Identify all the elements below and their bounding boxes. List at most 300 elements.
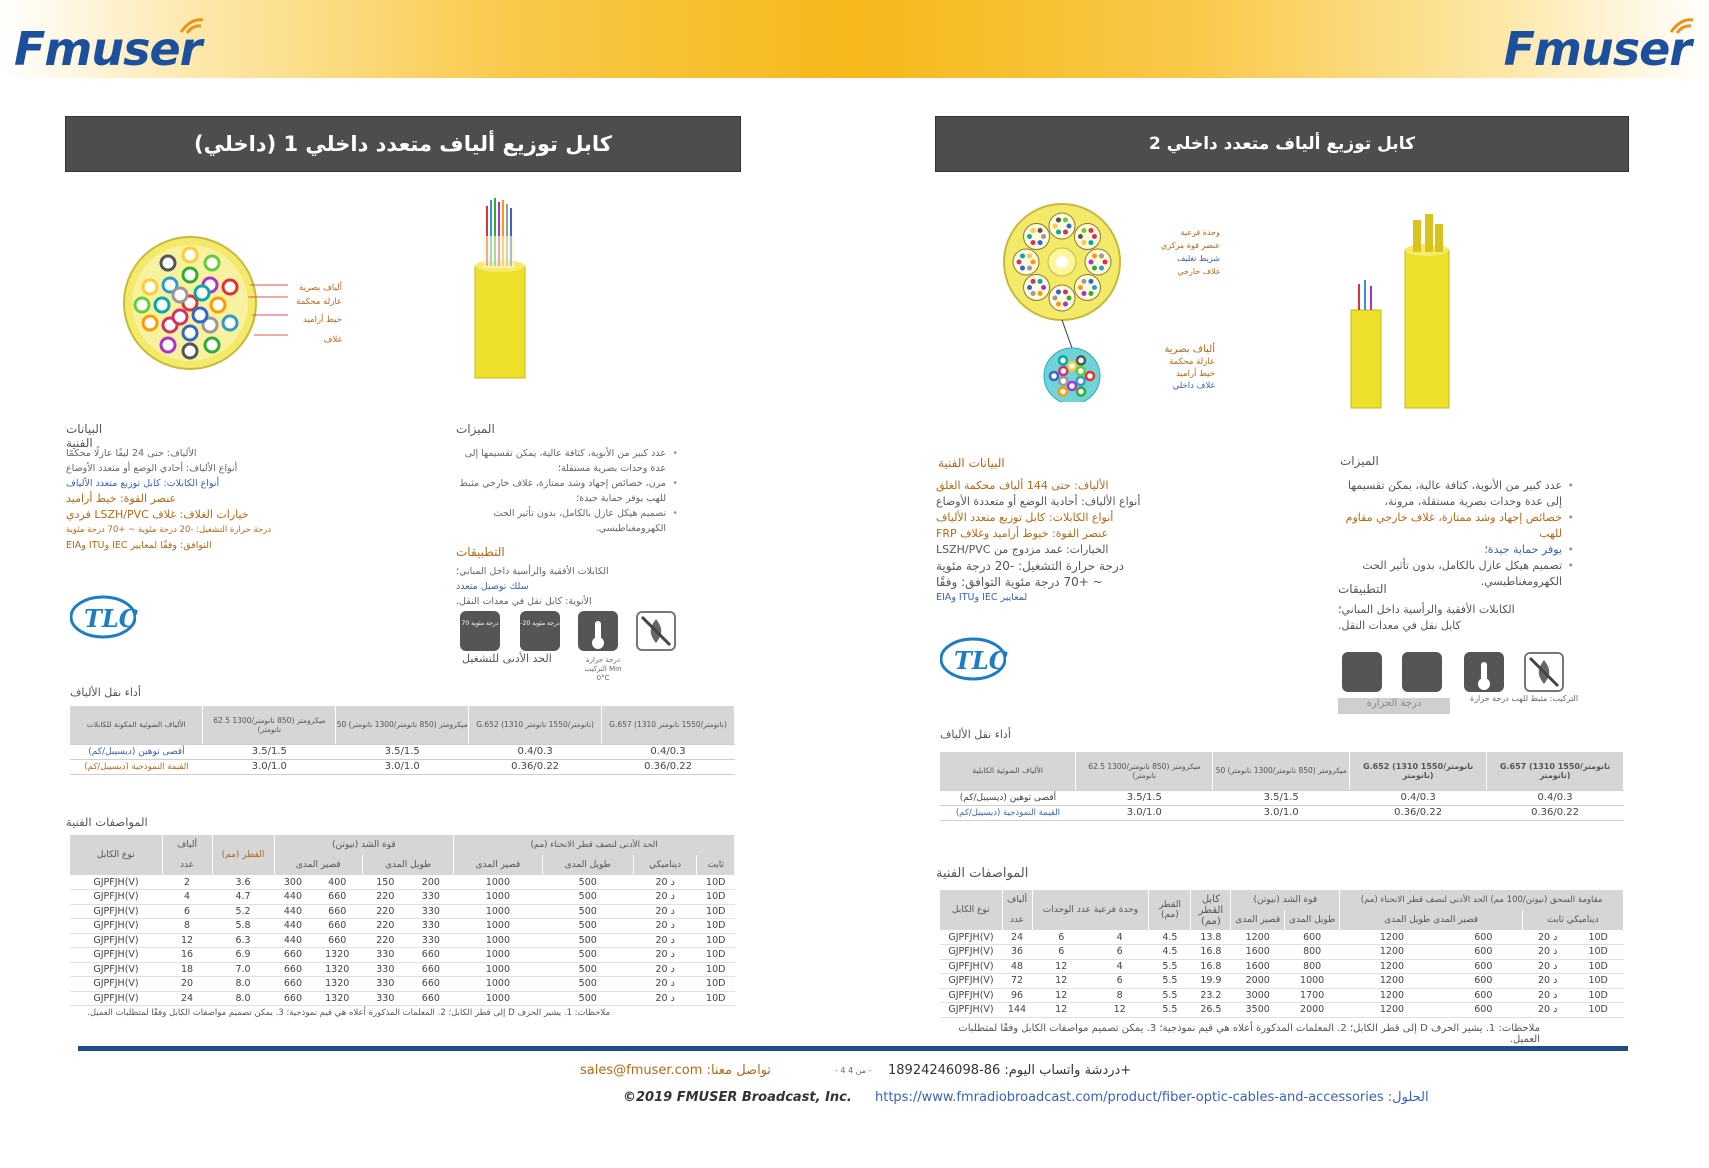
fiber-dot (1068, 362, 1076, 370)
table-cell: 8.0 (212, 991, 274, 1006)
table-cell: GJPFJH(V) (940, 1003, 1002, 1018)
table-cell: 1000 (454, 977, 543, 992)
diagram-label: ألياف بصرية (299, 283, 342, 293)
fiber-dot (1088, 228, 1093, 233)
table-cell: 4 (1090, 959, 1148, 974)
table-cell: 12 (1032, 974, 1090, 989)
fiber-dot (1077, 388, 1085, 396)
table-cell: 500 (542, 991, 633, 1006)
table-cell: 13.8 (1191, 930, 1231, 945)
fiber-dot (211, 298, 225, 312)
tech-data-line: خيارات الغلاف: غلاف LSZH/PVC فردي (66, 508, 249, 521)
max-temp-icon (1342, 652, 1382, 692)
fiber-dot (1067, 224, 1072, 229)
table-cell: 1000 (454, 904, 543, 919)
fiber-dot (143, 316, 157, 330)
table-cell: 200 (408, 875, 454, 890)
left-spec-note: ملاحظات: 1. يشير الحرف D إلى قطر الكابل؛ 2. المعلمات المذكورة أعلاه هي قيم نموذجية؛ 3. يمكن تصميم مواصفات الكابل وفقًا لمتطلبات العميل. (87, 1008, 610, 1018)
footer-url-link[interactable]: https://www.fmradiobroadcast.com/product/fiber-optic-cables-and-accessories :الحلول (875, 1090, 1429, 1105)
right-applications-heading: التطبيقات (1338, 582, 1387, 596)
fiber-dot (1053, 224, 1058, 229)
table-cell: 8.0 (212, 977, 274, 992)
table-cell: 660 (274, 977, 312, 992)
tech-data-line: أنواع الكابلات: كابل توزيع متعدد الألياف (66, 478, 220, 489)
tech-data-line: عنصر القوة: خيط أراميد (66, 492, 177, 505)
footer-email-link[interactable]: sales@fmuser.com :تواصل معنا (580, 1063, 772, 1078)
left-icons-caption: الحد الأدنى للتشغيل (462, 652, 552, 665)
fiber-dot (1092, 285, 1097, 290)
perf-header: G.652 (1310 نانومتر/1550 نانومتر) (469, 706, 602, 744)
right-perf-heading: أداء نقل الألياف (940, 728, 1011, 741)
perf-header: الألياف الضوئية المكونة للكابلات (70, 706, 203, 744)
table-cell: 12 (1090, 1003, 1148, 1018)
min-temp-icon: -20 درجة مئوية (520, 611, 560, 651)
table-cell: 3.6 (212, 875, 274, 890)
table-row (940, 988, 1624, 1003)
fiber-dot (223, 316, 237, 330)
table-cell: 24 (1002, 930, 1032, 945)
table-cell: 10D (697, 933, 735, 948)
right-spec-note: ملاحظات: 1. يشير الحرف D إلى قطر الكابل؛ 2. المعلمات المذكورة أعلاه هي قيم نموذجية؛ 3. يمكن تصميم مواصفات الكابل وفقًا لمتطلبات العميل. (958, 1023, 1540, 1045)
table-cell: 660 (312, 919, 363, 934)
table-cell: 440 (274, 904, 312, 919)
table-cell: 500 (542, 962, 633, 977)
table-cell: 5.5 (1149, 1003, 1191, 1018)
tech-data-line: أنواع الألياف: أحادي الوضع أو متعدد الأوضاع (66, 463, 238, 474)
table-cell: 330 (363, 962, 409, 977)
feature-item: • مرن، خصائص إجهاد وشد ممتازة، غلاف خارجي مثبط للهب يوفر حماية جيدة؛ (458, 476, 678, 506)
table-cell: 1000 (454, 890, 543, 905)
fiber-dot (161, 338, 175, 352)
fiber-dot (1038, 228, 1043, 233)
fiber-dot (1050, 372, 1058, 380)
table-row (940, 959, 1624, 974)
fiber-dot (1031, 279, 1036, 284)
table-cell: 10D (1573, 988, 1624, 1003)
table-cell: 300 (274, 875, 312, 890)
table-cell: 6.9 (212, 948, 274, 963)
table-cell: 5.5 (1149, 988, 1191, 1003)
table-cell: 20 د (1522, 1003, 1572, 1018)
left-applications-heading: التطبيقات (456, 545, 505, 559)
table-row (70, 890, 735, 905)
table-cell: 1320 (312, 948, 363, 963)
table-cell: 800 (1285, 959, 1340, 974)
left-applications-list (456, 564, 676, 609)
fiber-dot (1063, 217, 1068, 222)
table-row (70, 919, 735, 934)
left-features-list (458, 446, 678, 536)
table-cell: 20 (162, 977, 212, 992)
fiber-dot (1031, 240, 1036, 245)
table-cell: GJPFJH(V) (940, 988, 1002, 1003)
table-cell: GJPFJH(V) (70, 919, 162, 934)
fiber-dot (1067, 296, 1072, 301)
table-cell: 10D (697, 962, 735, 977)
fiber-dot (1088, 240, 1093, 245)
table-cell: 1000 (454, 991, 543, 1006)
fiber-dot (1056, 302, 1061, 307)
right-features-heading: الميزات (1340, 454, 1379, 468)
table-cell: 6 (1032, 930, 1090, 945)
fiber-dot (1088, 291, 1093, 296)
fiber-dot (1017, 260, 1022, 265)
header-band (0, 0, 1709, 78)
fiber-dot (173, 288, 187, 302)
table-cell: 4.7 (212, 890, 274, 905)
table-cell: 330 (363, 977, 409, 992)
right-diagram-labels-bottom: ألياف بصرية عازلة محكمة خيط أراميد غلاف داخلي (1164, 344, 1215, 391)
table-cell: 72 (1002, 974, 1032, 989)
diagram-label: غلاف (323, 335, 342, 345)
table-cell: 600 (1444, 930, 1522, 945)
table-cell: 26.5 (1191, 1003, 1231, 1018)
table-cell: 500 (542, 948, 633, 963)
table-cell: 19.9 (1191, 974, 1231, 989)
footer-whatsapp[interactable]: دردشة واتساب اليوم: 86-18924246098+ (888, 1063, 1132, 1078)
left-tech-data-heading: البيانات الفنية (66, 422, 103, 450)
table-row (70, 962, 735, 977)
table-cell: 600 (1444, 945, 1522, 960)
min-temp-icon (1402, 652, 1442, 692)
signal-arc-icon (177, 14, 207, 36)
table-cell: 24 (162, 991, 212, 1006)
table-cell: 144 (1002, 1003, 1032, 1018)
table-cell: 10D (1573, 1003, 1624, 1018)
fiber-dot (183, 248, 197, 262)
right-title-bar (935, 116, 1629, 172)
table-cell: 12 (1032, 959, 1090, 974)
footer-page-number: - 4 من 4 - (835, 1066, 872, 1075)
table-cell: 330 (363, 991, 409, 1006)
fiber-dot (1081, 291, 1086, 296)
logo-text: Fmuser (1503, 22, 1691, 76)
table-cell: 500 (542, 875, 633, 890)
table-cell: 440 (274, 890, 312, 905)
table-row (70, 948, 735, 963)
fiber-dot (1099, 253, 1104, 258)
fiber-dot (1059, 367, 1067, 375)
table-cell: GJPFJH(V) (70, 904, 162, 919)
fiber-dot (1059, 388, 1067, 396)
fiber-dot (1059, 377, 1067, 385)
signal-arc-icon (1667, 14, 1697, 36)
table-cell: 20 د (633, 962, 697, 977)
fiber-dot (183, 344, 197, 358)
fiber-dot (1031, 291, 1036, 296)
diagram-label: خيط أراميد (303, 315, 342, 325)
table-cell: 16.8 (1191, 959, 1231, 974)
table-cell: 20 د (633, 933, 697, 948)
table-cell: 10D (1573, 959, 1624, 974)
table-cell: GJPFJH(V) (70, 875, 162, 890)
right-cross-section-diagram (1000, 202, 1130, 402)
fiber-dot (1099, 266, 1104, 271)
tlc-logo-left: TLC (70, 595, 136, 639)
table-row (70, 977, 735, 992)
table-cell: 10D (697, 919, 735, 934)
table-cell: 1320 (312, 977, 363, 992)
left-tech-data-list (66, 446, 276, 553)
table-cell: 6 (162, 904, 212, 919)
fiber-dot (1077, 356, 1085, 364)
fiber-dot (1031, 228, 1036, 233)
table-cell: 330 (408, 890, 454, 905)
table-cell: 3500 (1231, 1003, 1285, 1018)
fiber-dot (1081, 228, 1086, 233)
left-title-bar (65, 116, 741, 172)
table-cell: 1700 (1285, 988, 1340, 1003)
table-cell: GJPFJH(V) (940, 945, 1002, 960)
application-line: الأنوية: كابل نقل في معدات النقل. (456, 596, 592, 607)
fiber-dot (1038, 240, 1043, 245)
left-cable-illustration (465, 196, 535, 381)
right-icons-caption: درجة الحرارة (1338, 698, 1450, 714)
table-cell: 10D (697, 875, 735, 890)
left-spec-table: نوع الكابل ألياف القطر (مم) قوة الشد (نيوتن) الحد الأدنى لنصف قطر الانحناء (مم) عدد قصير المدى طويل المدى قصير المدى طويل المدى ديناميكي ثابت GJPFJH(V) 2 3.6 300 400 150 200 1000 500 20 د 10D GJPFJH(V) 4 4.7 440 660 220 330 1000 500 20 د 10D GJPFJH(V) 6 5.2 440 660 220 330 1000 500 20 د 10D GJPFJH(V) 8 5.8 440 660 220 330 1000 500 20 د 10D GJPFJH(V) 12 6.3 440 660 220 330 1000 500 20 د 10D GJPFJH(V) 16 6.9 660 1320 330 660 1000 500 20 د 10D GJPFJH(V) 18 7.0 660 1320 330 660 1000 500 20 د 10D GJPFJH(V) 20 8.0 660 1320 330 660 1000 500 20 د 10D GJPFJH(V) 24 8.0 660 1320 330 660 1000 500 20 د 10D (70, 835, 735, 1006)
fiber-dot (1081, 279, 1086, 284)
application-line: الكابلات الأفقية والرأسية داخل المباني؛ (456, 566, 609, 577)
table-cell: 20 د (633, 890, 697, 905)
thermometer-caption: درجة حرارة التركيب Min 0°C (584, 656, 622, 682)
table-cell: 220 (363, 904, 409, 919)
fiber-dot (1078, 285, 1083, 290)
table-cell: 10D (697, 948, 735, 963)
left-perf-table (70, 706, 735, 775)
table-cell: 600 (1444, 988, 1522, 1003)
table-row (70, 991, 735, 1006)
table-cell: 96 (1002, 988, 1032, 1003)
table-cell: 500 (542, 904, 633, 919)
tech-data-line: الألياف: حتى 24 ليفًا عازلًا محكمًا (66, 448, 197, 459)
table-cell: GJPFJH(V) (70, 948, 162, 963)
fiber-dot (1092, 234, 1097, 239)
table-cell: 10D (697, 977, 735, 992)
table-cell: 10D (1573, 945, 1624, 960)
fiber-dot (1092, 253, 1097, 258)
fiber-dot (1086, 372, 1094, 380)
table-cell: 1200 (1340, 930, 1444, 945)
table-cell: 1320 (312, 991, 363, 1006)
table-cell: 10D (1573, 930, 1624, 945)
table-cell: 5.5 (1149, 974, 1191, 989)
table-cell: 10D (697, 991, 735, 1006)
table-cell: 16.8 (1191, 945, 1231, 960)
table-cell: 1000 (454, 875, 543, 890)
footer-copyright: ©2019 FMUSER Broadcast, Inc. (623, 1090, 852, 1105)
table-cell: 660 (408, 948, 454, 963)
table-cell: 2 (162, 875, 212, 890)
table-cell: GJPFJH(V) (70, 991, 162, 1006)
left-page-title: كابل توزيع ألياف متعدد داخلي 1 (داخلي) (194, 132, 612, 156)
table-cell: 1600 (1231, 945, 1285, 960)
table-cell: 23.2 (1191, 988, 1231, 1003)
fiber-dot (183, 268, 197, 282)
table-cell: 330 (408, 933, 454, 948)
fiber-dot (1056, 230, 1061, 235)
table-cell: 1200 (1340, 974, 1444, 989)
table-cell: 660 (274, 962, 312, 977)
max-temp-icon: 70 درجة مئوية (460, 611, 500, 651)
feature-item: • تصميم هيكل عازل بالكامل، بدون تأثير الحث الكهرومغناطيسي. (458, 506, 678, 536)
table-row (940, 930, 1624, 945)
table-cell: 600 (1444, 1003, 1522, 1018)
thermometer-icon (1464, 652, 1504, 692)
fiber-dot (1027, 266, 1032, 271)
table-cell: 10D (697, 890, 735, 905)
fiber-dot (1068, 382, 1076, 390)
fiber-dot (1020, 266, 1025, 271)
table-cell: 12 (162, 933, 212, 948)
table-cell: 4 (1090, 930, 1148, 945)
fiber-dot (1063, 289, 1068, 294)
table-cell: GJPFJH(V) (70, 977, 162, 992)
right-page-title: كابل توزيع ألياف متعدد داخلي 2 (1149, 134, 1415, 154)
flame-retardant-icon (1524, 652, 1564, 692)
fiber-dot (195, 286, 209, 300)
fiber-dot (1027, 234, 1032, 239)
left-perf-heading: أداء نقل الألياف (70, 686, 141, 699)
table-cell: 1200 (1340, 959, 1444, 974)
fiber-dot (1038, 279, 1043, 284)
table-cell: 48 (1002, 959, 1032, 974)
right-spec-heading: المواصفات الفنية (936, 866, 1029, 881)
table-cell: 4.5 (1149, 930, 1191, 945)
table-cell: 4.5 (1149, 945, 1191, 960)
table-cell: 1200 (1340, 988, 1444, 1003)
fiber-dot (1081, 240, 1086, 245)
table-cell: 330 (363, 948, 409, 963)
table-cell: 2000 (1285, 1003, 1340, 1018)
table-cell: 8 (1090, 988, 1148, 1003)
right-perf-table: الألياف الضوئية الكابلية 62.5 ميكرومتر (850 نانومتر/1300 نانومتر) 50 ميكرومتر (850 نانومتر/1300 نانومتر) G.652 (1310 نانومتر/1550 نانومتر) G.657 (1310 نانومتر/1550 نانومتر) أقصى توهين (ديسيبل/كم) 3.5/1.5 3.5/1.5 0.4/0.3 0.4/0.3 القيمة النموذجية (ديسيبل/كم) 3.0/1.0 3.0/1.0 0.36/0.22 0.36/0.22 (940, 752, 1624, 821)
table-cell: 10D (697, 904, 735, 919)
table-cell: 18 (162, 962, 212, 977)
table-cell: 660 (312, 890, 363, 905)
table-row (940, 974, 1624, 989)
right-spec-table: نوع الكابل ألياف وحدة فرعية عدد الوحدات القطر (مم) كابل القطر (مم) قوة الشد (نيوتن) مقاومة السحق (نيوتن/100 مم) الحد الأدنى لنصف قطر الانحناء (مم) عدد قصير المدى طويل المدى قصير المدى طويل المدى ديناميكي ثابت GJPFJH(V) 24 6 4 4.5 13.8 1200 600 1200 600 20 د 10D GJPFJH(V) 36 6 6 4.5 16.8 1600 800 1200 600 20 د 10D GJPFJH(V) 48 12 4 5.5 16.8 1600 800 1200 600 20 د 10D GJPFJH(V) 72 12 6 5.5 19.9 2000 1000 1200 600 20 د 10D GJPFJH(V) 96 12 8 5.5 23.2 3000 1700 1200 600 20 د 10D GJPFJH(V) 144 12 12 5.5 26.5 3500 2000 1200 600 20 د 10D (940, 890, 1624, 1018)
table-row: القيمة النموذجية (ديسيبل/كم) 3.0/1.0 3.0/1.0 0.36/0.22 0.36/0.22 (940, 805, 1624, 820)
table-cell: 440 (274, 919, 312, 934)
table-cell: 3000 (1231, 988, 1285, 1003)
table-row (940, 1003, 1624, 1018)
table-cell: 1000 (454, 933, 543, 948)
table-cell: 1200 (1340, 945, 1444, 960)
fiber-dot (135, 298, 149, 312)
table-cell: 1000 (454, 919, 543, 934)
table-cell: 220 (363, 919, 409, 934)
right-tech-data-heading: البيانات الفنية (938, 456, 1005, 470)
table-cell: 220 (363, 933, 409, 948)
fiber-dot (1041, 285, 1046, 290)
table-cell: 6 (1090, 974, 1148, 989)
table-cell: 20 د (633, 991, 697, 1006)
table-cell: 2000 (1231, 974, 1285, 989)
table-cell: 20 د (1522, 974, 1572, 989)
fiber-dot (161, 256, 175, 270)
fmuser-logo-right (1504, 22, 1691, 76)
table-row (70, 933, 735, 948)
table-cell: 12 (1032, 988, 1090, 1003)
fiber-dot (1078, 234, 1083, 239)
perf-header: 50 ميكرومتر (850 نانومتر/1300 نانومتر) (336, 706, 469, 744)
fiber-dot (193, 308, 207, 322)
right-diagram-labels-top: وحدة فرعية عنصر قوة مركزي شريط تغليف غلاف خارجي (1161, 228, 1220, 276)
table-cell: GJPFJH(V) (70, 962, 162, 977)
table-cell: 1000 (1285, 974, 1340, 989)
table-cell: 660 (312, 933, 363, 948)
table-cell: 1200 (1340, 1003, 1444, 1018)
table-row: أقصى توهين (ديسيبل/كم) 3.5/1.5 3.5/1.5 0.4/0.3 0.4/0.3 (70, 744, 735, 759)
table-cell: 500 (542, 977, 633, 992)
table-cell: 20 د (633, 948, 697, 963)
fiber-dot (1056, 289, 1061, 294)
table-cell: 660 (274, 991, 312, 1006)
fiber-dot (1103, 260, 1108, 265)
table-cell: GJPFJH(V) (940, 930, 1002, 945)
table-cell: 5.2 (212, 904, 274, 919)
table-cell: 6 (1032, 945, 1090, 960)
table-cell: GJPFJH(V) (70, 890, 162, 905)
fiber-dot (1053, 296, 1058, 301)
fiber-dot (223, 280, 237, 294)
thermometer-icon (578, 611, 618, 651)
tech-data-line: درجة حرارة التشغيل: -20 درجة مئوية ~ +70 درجة مئوية (66, 525, 272, 535)
table-cell: 660 (408, 977, 454, 992)
table-cell: GJPFJH(V) (940, 959, 1002, 974)
perf-header: G.657 (1310 نانومتر/1550 نانومتر) (602, 706, 735, 744)
fiber-dot (1027, 285, 1032, 290)
fiber-dot (143, 280, 157, 294)
right-features-list: • عدد كبير من الأنوية، كثافة عالية، يمكن تقسيمها إلى عدة وحدات بصرية مستقلة، مرونة، • خصائص إجهاد وشد ممتازة، غلاف خارجي مقاوم للهب • يوفر حماية جيدة؛ • تصميم هيكل عازل بالكامل، بدون تأثير الحث الكهرومغناطيسي. (1342, 478, 1574, 590)
fiber-dot (155, 298, 169, 312)
feature-item: • عدد كبير من الأنوية، كثافة عالية، يمكن تقسيمها إلى عدة وحدات بصرية مستقلة؛ (458, 446, 678, 476)
table-cell: 500 (542, 919, 633, 934)
table-cell: 20 د (1522, 959, 1572, 974)
table-cell: 220 (363, 890, 409, 905)
fiber-dot (1038, 291, 1043, 296)
table-cell: 10D (1573, 974, 1624, 989)
perf-header: 62.5 ميكرومتر (850 نانومتر/1300 نانومتر) (203, 706, 336, 744)
diagram-label: عازلة محكمة (296, 297, 342, 307)
table-cell: 500 (542, 933, 633, 948)
fiber-dot (1041, 234, 1046, 239)
fiber-dot (1063, 230, 1068, 235)
table-cell: 5.5 (1149, 959, 1191, 974)
table-cell: 1200 (1231, 930, 1285, 945)
table-cell: 500 (542, 890, 633, 905)
table-cell: GJPFJH(V) (940, 974, 1002, 989)
table-row: القيمة النموذجية (ديسيبل/كم) 3.0/1.0 3.0/1.0 0.36/0.22 0.36/0.22 (70, 759, 735, 774)
right-tech-data-list: الألياف: حتى 144 ألياف محكمة الغلق أنواع الألياف: أحادية الوضع أو متعددة الأوضاع أنواع الكابلات: كابل توزيع متعدد الألياف عنصر القوة: خيوط أراميد وغلاف FRP الخيارات: غمد مزدوج من LSZH/PVC درجة حرارة التشغيل: -20 درجة مئوية ~ +70 درجة مئوية التوافق: وفقًا لمعايير IEC وITU وEIA (936, 479, 1141, 603)
table-cell: 660 (408, 991, 454, 1006)
fiber-dot (183, 326, 197, 340)
table-row (70, 904, 735, 919)
table-cell: 20 د (633, 919, 697, 934)
table-cell: 5.8 (212, 919, 274, 934)
right-icons-caption2: التركيب: مثبط للهب درجة حرارة (1470, 694, 1579, 703)
fiber-dot (173, 310, 187, 324)
table-cell: 800 (1285, 945, 1340, 960)
fiber-dot (1077, 367, 1085, 375)
left-diagram-labels (272, 281, 342, 347)
fiber-dot (1089, 260, 1094, 265)
table-cell: 150 (363, 875, 409, 890)
fmuser-logo-left (14, 22, 201, 76)
table-row (70, 875, 735, 890)
table-cell: 660 (312, 904, 363, 919)
fiber-dot (1059, 356, 1067, 364)
